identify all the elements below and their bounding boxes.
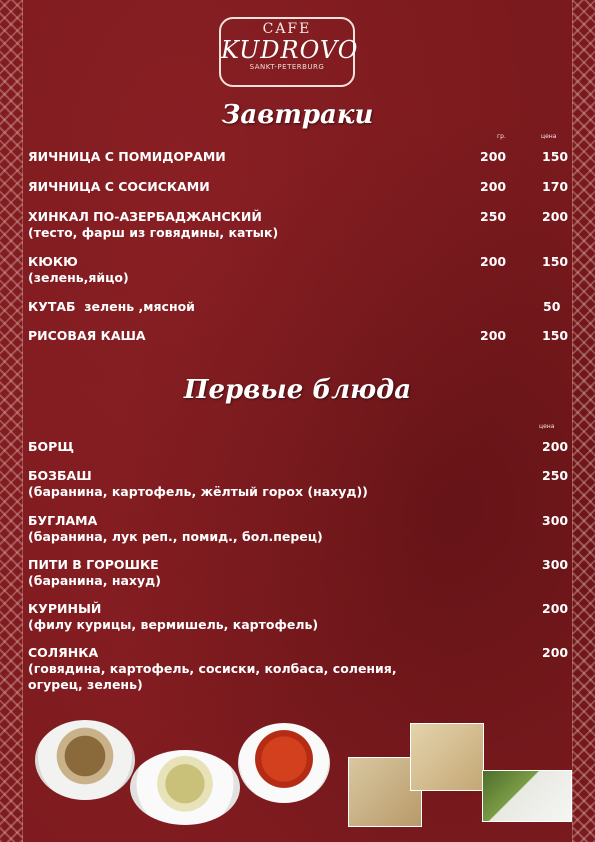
menu-item	[28, 328, 568, 344]
logo-name-text: KUDROVO	[221, 36, 359, 64]
item-name: КУРИНЫЙ	[28, 601, 102, 616]
item-weight: 200	[480, 149, 507, 164]
item-price: 300	[542, 557, 569, 572]
item-name: БОЗБАШ	[28, 468, 92, 483]
item-price: 200	[542, 209, 569, 224]
kuku-image	[482, 770, 572, 822]
item-description: (зелень,яйцо)	[28, 270, 129, 285]
borscht-plate-image	[238, 723, 330, 803]
item-description: (тесто, фарш из говядины, катык)	[28, 225, 279, 240]
item-price: 170	[542, 179, 569, 194]
breakfast-title: Завтраки	[221, 100, 374, 130]
item-description: (баранина, картофель, жёлтый горох (нахуд))	[28, 484, 368, 499]
item-name: КУТАБ зелень ,мясной	[28, 299, 195, 314]
item-name: РИСОВАЯ КАША	[28, 328, 146, 343]
item-description: (филу курицы, вермишель, картофель)	[28, 617, 319, 632]
item-description: (баранина, нахуд)	[28, 573, 161, 588]
item-name: БУГЛАМА	[28, 513, 98, 528]
menu-item	[28, 468, 568, 500]
logo-cafe-text: CAFE	[262, 21, 312, 37]
weight-column-header: гр.	[497, 133, 506, 140]
price-column-header: цена	[539, 423, 555, 430]
soup-bowl-image	[35, 720, 135, 800]
menu-item	[28, 254, 568, 286]
item-price: 150	[542, 328, 569, 343]
menu-item	[28, 513, 568, 545]
item-name: КЮКЮ	[28, 254, 78, 269]
menu-item	[28, 149, 568, 165]
menu-item	[28, 645, 568, 693]
item-description: (говядина, картофель, сосиски, колбаса, соления,	[28, 661, 397, 676]
item-name: ХИНКАЛ ПО-АЗЕРБАДЖАНСКИЙ	[28, 209, 262, 224]
item-price: 150	[542, 149, 569, 164]
item-price: 200	[542, 601, 569, 616]
soup-plate-image	[130, 750, 240, 825]
soups-title: Первые блюда	[183, 375, 412, 405]
food-photos	[30, 715, 575, 835]
menu-item	[28, 557, 568, 589]
cafe-logo	[219, 17, 359, 87]
item-name: ЯИЧНИЦА С ПОМИДОРАМИ	[28, 149, 226, 164]
logo-city-text: SANKT-PETERBURG	[249, 63, 325, 71]
menu-item	[28, 179, 568, 195]
item-weight: 200	[480, 328, 507, 343]
kutab-image-2	[410, 723, 484, 791]
item-weight: 250	[480, 209, 507, 224]
menu-item	[28, 299, 568, 315]
item-description: (баранина, лук реп., помид., бол.перец)	[28, 529, 323, 544]
item-price: 200	[542, 645, 569, 660]
menu-item	[28, 439, 568, 455]
item-weight: 200	[480, 254, 507, 269]
item-price: 250	[542, 468, 569, 483]
item-name: БОРЩ	[28, 439, 74, 454]
item-price: 300	[542, 513, 569, 528]
item-name: СОЛЯНКА	[28, 645, 99, 660]
item-price: 50	[543, 299, 561, 314]
price-column-header: цена	[541, 133, 557, 140]
item-name: ЯИЧНИЦА С СОСИСКАМИ	[28, 179, 210, 194]
menu-item	[28, 601, 568, 633]
item-weight: 200	[480, 179, 507, 194]
item-price: 150	[542, 254, 569, 269]
menu-item	[28, 209, 568, 241]
item-price: 200	[542, 439, 569, 454]
item-description-line2: огурец, зелень)	[28, 677, 143, 692]
item-name: ПИТИ В ГОРОШКЕ	[28, 557, 159, 572]
